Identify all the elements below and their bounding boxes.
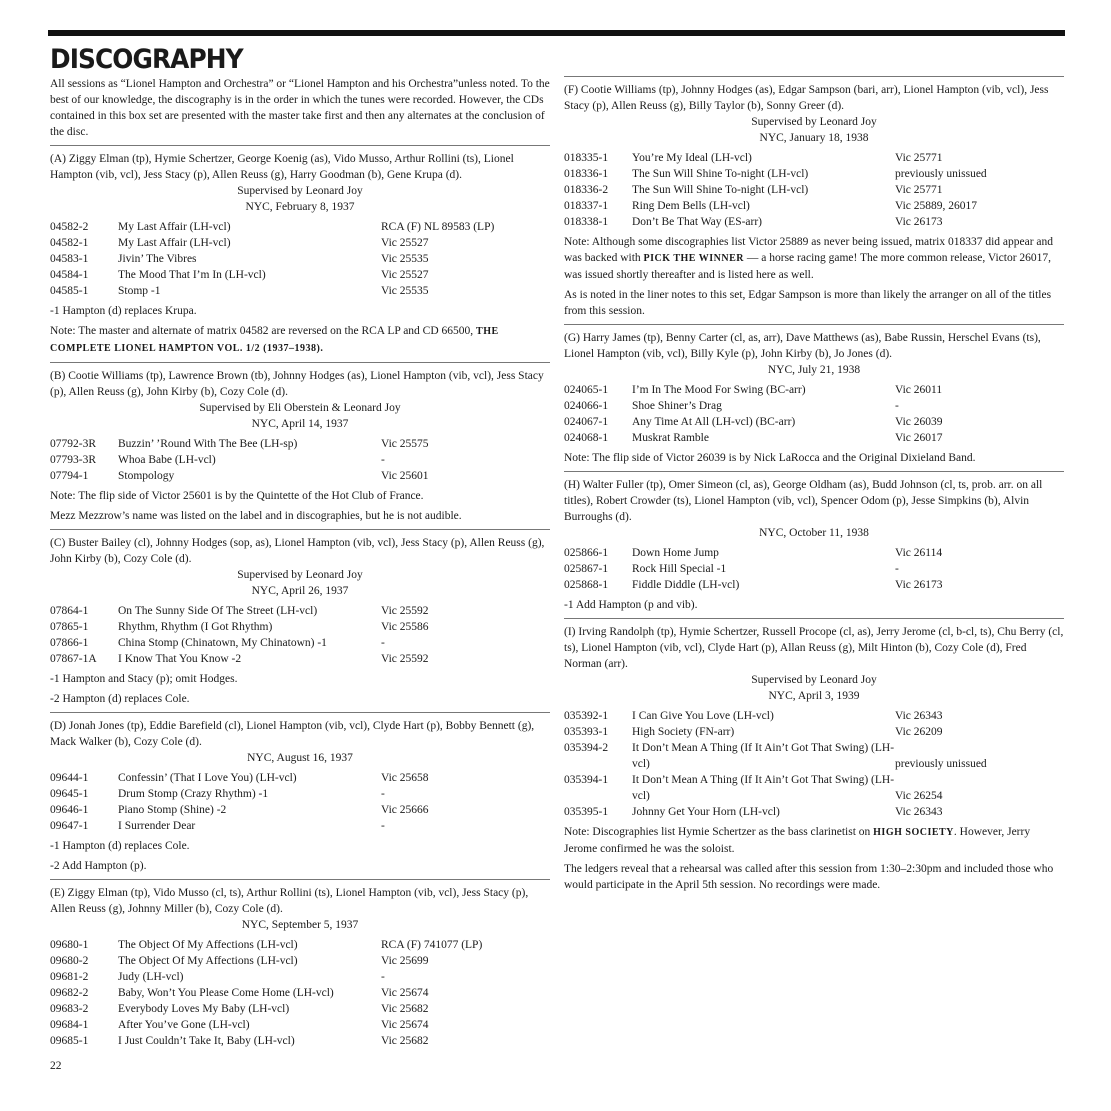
matrix-number: 035392-1 <box>564 710 609 722</box>
issue-number: previously unissued <box>895 168 987 180</box>
track-list <box>564 708 1064 820</box>
track-title: The Sun Will Shine To-night (LH-vcl) <box>632 168 809 180</box>
track-title: Ring Dem Bells (LH-vcl) <box>632 200 750 212</box>
track-row <box>564 182 1064 198</box>
issue-number: Vic 25527 <box>381 269 429 281</box>
matrix-number: 025866-1 <box>564 547 609 559</box>
matrix-number: 09684-1 <box>50 1019 89 1031</box>
session-supervisor: Supervised by Eli Oberstein & Leonard Joy <box>199 402 401 414</box>
matrix-number: 09680-1 <box>50 939 89 951</box>
track-title: I Surrender Dear <box>118 820 196 832</box>
session-note: -1 Add Hampton (p and vib). <box>564 599 698 611</box>
session-f <box>564 76 1064 319</box>
track-title: Everybody Loves My Baby (LH-vcl) <box>118 1003 290 1015</box>
issue-number: - <box>381 820 385 832</box>
track-title: Muskrat Ramble <box>632 432 709 444</box>
session-a <box>50 145 550 357</box>
issue-number: Vic 25535 <box>381 253 429 265</box>
matrix-number: 07867-1A <box>50 653 97 665</box>
issue-number: Vic 25674 <box>381 1019 429 1031</box>
session-i <box>564 618 1064 893</box>
issue-number: Vic 25682 <box>381 1003 429 1015</box>
matrix-number: 04585-1 <box>50 285 89 297</box>
track-title: Shoe Shiner’s Drag <box>632 400 722 412</box>
session-supervisor: Supervised by Leonard Joy <box>237 569 363 581</box>
session-place-date: NYC, April 14, 1937 <box>251 418 349 430</box>
issue-number: - <box>895 400 899 412</box>
session-personnel: (D) Jonah Jones (tp), Eddie Barefield (cl), Lionel Hampton (vib, vcl), Clyde Hart (p), Bobby Bennett (g), Mack Walker (b), Cozy Cole (d). <box>50 720 535 748</box>
matrix-number: 04582-2 <box>50 221 89 233</box>
track-row <box>564 214 1064 230</box>
track-title: Whoa Babe (LH-vcl) <box>118 454 216 466</box>
issue-number: - <box>381 788 385 800</box>
matrix-number: 018335-1 <box>564 152 609 164</box>
track-list <box>564 545 1064 593</box>
track-title: I Know That You Know -2 <box>118 653 242 665</box>
matrix-number: 07793-3R <box>50 454 96 466</box>
track-title: On The Sunny Side Of The Street (LH-vcl) <box>118 605 318 617</box>
matrix-number: 09685-1 <box>50 1035 89 1047</box>
matrix-number: 035395-1 <box>564 806 609 818</box>
session-personnel: (G) Harry James (tp), Benny Carter (cl, as, arr), Dave Matthews (as), Babe Russin, Herschel Evans (ts), Lionel Hampton (vib, vcl), Billy Kyle (p), John Kirby (b), Jo Jones (d). <box>564 332 1041 360</box>
track-list <box>50 770 550 834</box>
issue-number: Vic 26039 <box>895 416 943 428</box>
track-list <box>564 382 1064 446</box>
issue-number: - <box>381 971 385 983</box>
track-title: Judy (LH-vcl) <box>118 971 184 983</box>
top-rule <box>48 30 1065 36</box>
session-d <box>50 712 550 874</box>
issue-number: Vic 25586 <box>381 621 429 633</box>
matrix-number: 07865-1 <box>50 621 89 633</box>
issue-number: - <box>381 637 385 649</box>
matrix-number: 09646-1 <box>50 804 89 816</box>
session-note <box>564 824 1064 857</box>
matrix-number: 035393-1 <box>564 726 609 738</box>
track-title: Stomp -1 <box>118 285 161 297</box>
track-row <box>50 283 550 299</box>
issue-number: Vic 25674 <box>381 987 429 999</box>
issue-number: Vic 25592 <box>381 653 429 665</box>
track-title: My Last Affair (LH-vcl) <box>118 237 231 249</box>
track-title: Any Time At All (LH-vcl) (BC-arr) <box>632 416 796 428</box>
issue-number: Vic 25666 <box>381 804 429 816</box>
track-title: I Just Couldn’t Take It, Baby (LH-vcl) <box>118 1035 295 1047</box>
session-place-date: NYC, September 5, 1937 <box>241 919 359 931</box>
matrix-number: 024066-1 <box>564 400 609 412</box>
issue-number: Vic 25601 <box>381 470 429 482</box>
track-row <box>564 198 1064 214</box>
issue-number: previously unissued <box>895 758 987 770</box>
note-text: . However, Jerry Jerome confirmed he was the soloist. <box>564 826 1031 855</box>
track-list <box>50 219 550 299</box>
track-title: The Object Of My Affections (LH-vcl) <box>118 955 298 967</box>
track-row <box>564 414 1064 430</box>
session-personnel: (B) Cootie Williams (tp), Lawrence Brown (tb), Johnny Hodges (as), Lionel Hampton (vib, vcl), Jess Stacy (p), Allen Reuss (g), John Kirby (b), Cozy Cole (d). <box>50 370 544 398</box>
track-row <box>50 969 550 985</box>
session-note: Note: The flip side of Victor 26039 is by Nick LaRocca and the Original Dixieland Band. <box>564 452 976 464</box>
session-note: Note: The flip side of Victor 25601 is by the Quintette of the Hot Club of France. <box>50 490 424 502</box>
matrix-number: 04582-1 <box>50 237 89 249</box>
issue-number: - <box>381 454 385 466</box>
issue-number: Vic 26114 <box>895 547 943 559</box>
track-title: After You’ve Gone (LH-vcl) <box>118 1019 250 1031</box>
session-place-date: NYC, April 26, 1937 <box>251 585 349 597</box>
issue-number: Vic 25771 <box>895 152 943 164</box>
matrix-number: 09645-1 <box>50 788 89 800</box>
issue-number: Vic 26343 <box>895 710 943 722</box>
page-heading: DISCOGRAPHY <box>50 44 243 75</box>
session-note: The ledgers reveal that a rehearsal was called after this session from 1:30–2:30pm and included those who would participate in the April 5th session. No recordings were made. <box>564 863 1054 891</box>
track-title: It Don’t Mean A Thing (If It Ain’t Got That Swing) (LH-vcl) <box>632 774 895 802</box>
track-row <box>50 635 550 651</box>
track-row <box>50 651 550 667</box>
session-place-date: NYC, July 21, 1938 <box>767 364 861 376</box>
matrix-number: 07794-1 <box>50 470 89 482</box>
session-supervisor: Supervised by Leonard Joy <box>751 116 877 128</box>
left-column <box>50 76 550 1053</box>
note-text: — a horse racing game! The more common release, Victor 26017, was issued shortly thereafter and is listed here as well. <box>564 252 1052 281</box>
issue-number: Vic 26017 <box>895 432 943 444</box>
matrix-number: 018336-1 <box>564 168 609 180</box>
matrix-number: 018336-2 <box>564 184 609 196</box>
track-title: Down Home Jump <box>632 547 719 559</box>
matrix-number: 024068-1 <box>564 432 609 444</box>
matrix-number: 018337-1 <box>564 200 609 212</box>
track-row <box>50 786 550 802</box>
track-row <box>50 603 550 619</box>
track-row <box>564 772 1064 804</box>
track-row <box>50 235 550 251</box>
track-title: Don’t Be That Way (ES-arr) <box>632 216 763 228</box>
issue-number: Vic 26209 <box>895 726 943 738</box>
session-personnel: (I) Irving Randolph (tp), Hymie Schertzer, Russell Procope (cl, as), Jerry Jerome (cl, b-cl, ts), Chu Berry (cl, ts), Lionel Hampton (vib, vcl), Clyde Hart (p), Allan Reuss (g), Milt Hinton (b), Cozy Cole (d), Fred Norman (arr). <box>564 626 1064 670</box>
track-row <box>50 619 550 635</box>
track-list <box>50 937 550 1049</box>
session-personnel: (F) Cootie Williams (tp), Johnny Hodges (as), Edgar Sampson (bari, arr), Lionel Hampton (vib, vcl), Jess Stacy (p), Allen Reuss (g), Billy Taylor (b), Sonny Greer (d). <box>564 84 1049 112</box>
session-place-date: NYC, April 3, 1939 <box>768 690 860 702</box>
session-note: -2 Add Hampton (p). <box>50 860 147 872</box>
matrix-number: 09644-1 <box>50 772 89 784</box>
issue-number: Vic 25592 <box>381 605 429 617</box>
matrix-number: 07792-3R <box>50 438 96 450</box>
session-note: Mezz Mezzrow’s name was listed on the label and in discographies, but he is not audible. <box>50 510 462 522</box>
matrix-number: 024067-1 <box>564 416 609 428</box>
track-row <box>50 770 550 786</box>
issue-number: Vic 25575 <box>381 438 429 450</box>
track-title: The Mood That I’m In (LH-vcl) <box>118 269 266 281</box>
session-note <box>564 234 1064 283</box>
issue-number: Vic 26173 <box>895 579 943 591</box>
track-row <box>50 452 550 468</box>
track-row <box>50 468 550 484</box>
intro-text: All sessions as “Lionel Hampton and Orchestra” or “Lionel Hampton and his Orchestra”unless noted. To the best of our knowledge, the discography is in the order in which the tunes were recorded. However, the CDs contained in this box set are presented with the master take first and then any alternates at the conclusion of the disc. <box>50 78 550 138</box>
track-title: Baby, Won’t You Please Come Home (LH-vcl) <box>118 987 334 999</box>
track-title: Piano Stomp (Shine) -2 <box>118 804 227 816</box>
note-text: Note: The master and alternate of matrix 04582 are reversed on the RCA LP and CD 66500, <box>50 325 474 337</box>
track-title: The Object Of My Affections (LH-vcl) <box>118 939 298 951</box>
matrix-number: 04584-1 <box>50 269 89 281</box>
track-title: I Can Give You Love (LH-vcl) <box>632 710 774 722</box>
track-title: The Sun Will Shine To-night (LH-vcl) <box>632 184 809 196</box>
track-list <box>564 150 1064 230</box>
track-row <box>50 937 550 953</box>
session-note: As is noted in the liner notes to this set, Edgar Sampson is more than likely the arranger on all of the titles from this session. <box>564 289 1052 317</box>
matrix-number: 035394-2 <box>564 742 609 754</box>
album-title: THE COMPLETE LIONEL HAMPTON VOL. 1/2 (1937–1938). <box>50 326 499 354</box>
track-row <box>564 804 1064 820</box>
session-place-date: NYC, August 16, 1937 <box>247 752 353 764</box>
track-title: Jivin’ The Vibres <box>118 253 197 265</box>
issue-number: RCA (F) NL 89583 (LP) <box>381 221 495 233</box>
track-row <box>50 1017 550 1033</box>
track-row <box>50 267 550 283</box>
matrix-number: 07864-1 <box>50 605 89 617</box>
track-row <box>50 818 550 834</box>
record-title: PICK THE WINNER <box>643 253 745 264</box>
track-row <box>50 1001 550 1017</box>
matrix-number: 09683-2 <box>50 1003 89 1015</box>
matrix-number: 025867-1 <box>564 563 609 575</box>
issue-number: Vic 25771 <box>895 184 943 196</box>
matrix-number: 018338-1 <box>564 216 609 228</box>
track-title: Fiddle Diddle (LH-vcl) <box>632 579 740 591</box>
session-personnel: (A) Ziggy Elman (tp), Hymie Schertzer, George Koenig (as), Vido Musso, Arthur Rollini (ts), Lionel Hampton (vib, vcl), Jess Stacy (p), Allen Reuss (g), Harry Goodman (b), Gene Krupa (d). <box>50 153 514 181</box>
session-personnel: (E) Ziggy Elman (tp), Vido Musso (cl, ts), Arthur Rollini (ts), Lionel Hampton (vib, vcl), Jess Stacy (p), Allen Reuss (g), Johnny Miller (b), Cozy Cole (d). <box>50 887 529 915</box>
issue-number: Vic 25889, 26017 <box>895 200 978 212</box>
matrix-number: 025868-1 <box>564 579 609 591</box>
session-note <box>50 323 550 357</box>
track-row <box>50 219 550 235</box>
issue-number: Vic 25699 <box>381 955 429 967</box>
issue-number: Vic 25682 <box>381 1035 429 1047</box>
session-personnel: (H) Walter Fuller (tp), Omer Simeon (cl, as), George Oldham (as), Budd Johnson (cl, ts, prob. arr. on all titles), Robert Crowder (ts), Lionel Hampton (vib, vcl), Spencer Odom (p), Jesse Simpkins (b), Alvin Burroughs (d). <box>564 479 1043 523</box>
track-title: Rhythm, Rhythm (I Got Rhythm) <box>118 621 273 633</box>
session-place-date: NYC, February 8, 1937 <box>245 201 355 213</box>
track-row <box>564 398 1064 414</box>
page-number: 22 <box>50 1060 62 1072</box>
track-title: Johnny Get Your Horn (LH-vcl) <box>632 806 780 818</box>
track-row <box>50 802 550 818</box>
track-row <box>564 166 1064 182</box>
track-title: Stompology <box>118 470 175 482</box>
track-row <box>50 251 550 267</box>
track-row <box>564 545 1064 561</box>
track-row <box>564 382 1064 398</box>
issue-number: Vic 25527 <box>381 237 429 249</box>
track-list <box>50 603 550 667</box>
session-personnel: (C) Buster Bailey (cl), Johnny Hodges (sop, as), Lionel Hampton (vib, vcl), Jess Stacy (p), Allen Reuss (g), John Kirby (b), Cozy Cole (d). <box>50 537 545 565</box>
issue-number: - <box>895 563 899 575</box>
matrix-number: 024065-1 <box>564 384 609 396</box>
track-title: I’m In The Mood For Swing (BC-arr) <box>632 384 806 396</box>
matrix-number: 035394-1 <box>564 774 609 786</box>
note-text: Note: Discographies list Hymie Schertzer as the bass clarinetist on <box>564 826 871 838</box>
matrix-number: 09682-2 <box>50 987 89 999</box>
track-title: It Don’t Mean A Thing (If It Ain’t Got That Swing) (LH-vcl) <box>632 742 895 770</box>
issue-number: Vic 25658 <box>381 772 429 784</box>
track-row <box>564 150 1064 166</box>
issue-number: Vic 25535 <box>381 285 429 297</box>
note-text: Note: Although some discographies list Victor 25889 as never being issued, matrix 018337 did appear and was backed with <box>564 236 1054 264</box>
issue-number: Vic 26254 <box>895 790 943 802</box>
session-c <box>50 529 550 707</box>
issue-number: RCA (F) 741077 (LP) <box>381 939 483 951</box>
matrix-number: 07866-1 <box>50 637 89 649</box>
track-title: Drum Stomp (Crazy Rhythm) -1 <box>118 788 269 800</box>
track-title: High Society (FN-arr) <box>632 726 735 738</box>
track-row <box>564 740 1064 772</box>
session-note: -1 Hampton (d) replaces Cole. <box>50 840 190 852</box>
track-title: Confessin’ (That I Love You) (LH-vcl) <box>118 772 297 784</box>
track-row <box>50 436 550 452</box>
session-e <box>50 879 550 1049</box>
matrix-number: 09681-2 <box>50 971 89 983</box>
session-note: -2 Hampton (d) replaces Cole. <box>50 693 190 705</box>
track-title: Rock Hill Special -1 <box>632 563 727 575</box>
session-note: -1 Hampton and Stacy (p); omit Hodges. <box>50 673 238 685</box>
matrix-number: 09647-1 <box>50 820 89 832</box>
session-note: -1 Hampton (d) replaces Krupa. <box>50 305 197 317</box>
session-h <box>564 471 1064 613</box>
track-list <box>50 436 550 484</box>
track-row <box>564 561 1064 577</box>
track-title: China Stomp (Chinatown, My Chinatown) -1 <box>118 637 327 649</box>
track-row <box>50 985 550 1001</box>
track-title: My Last Affair (LH-vcl) <box>118 221 231 233</box>
issue-number: Vic 26343 <box>895 806 943 818</box>
track-row <box>50 953 550 969</box>
matrix-number: 04583-1 <box>50 253 89 265</box>
matrix-number: 09680-2 <box>50 955 89 967</box>
track-row <box>564 577 1064 593</box>
track-title: Buzzin’ ’Round With The Bee (LH-sp) <box>118 438 298 450</box>
right-column <box>564 76 1064 893</box>
track-row <box>564 430 1064 446</box>
issue-number: Vic 26173 <box>895 216 943 228</box>
session-supervisor: Supervised by Leonard Joy <box>751 674 877 686</box>
session-place-date: NYC, October 11, 1938 <box>759 527 869 539</box>
record-title: HIGH SOCIETY <box>873 827 954 838</box>
session-g <box>564 324 1064 466</box>
issue-number: Vic 26011 <box>895 384 943 396</box>
session-place-date: NYC, January 18, 1938 <box>759 132 869 144</box>
track-row <box>50 1033 550 1049</box>
track-row <box>564 724 1064 740</box>
session-b <box>50 362 550 524</box>
track-row <box>564 708 1064 724</box>
session-supervisor: Supervised by Leonard Joy <box>237 185 363 197</box>
track-title: You’re My Ideal (LH-vcl) <box>632 152 752 164</box>
